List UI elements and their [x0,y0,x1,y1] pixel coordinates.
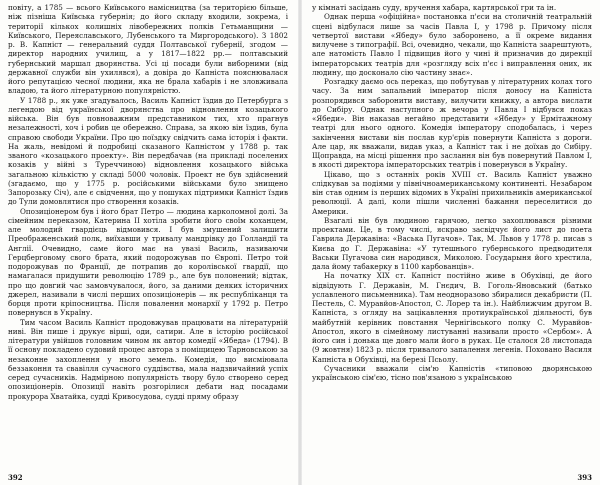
right-paragraph-7: Сучасники вважали сім'ю Капністів «типовою дворянською українською сім'єю, тісно пов'язаною з українською [312,363,592,382]
left-paragraph-4: Тим часом Василь Капніст продовжував працювати на літературній ниві. Він пише і друкує вірші, оди, сатири. Але в історію російської літератури увійшов головним чином як автор комедії «Ябеда» (1794). В її основу покладено судовий процес автора з поміщицею Тарновською за незаконне захоплення у нього земель. Комедія, що висміювала беззаконня та свавілля сучасного суддівства, мала надзвичайний успіх серед сучасників. Надмірною популярність твору було створено серед опозиціонерів. Опозиції навіть розгорілися дебати над посадами прокурора Хватайка, судді Кривосудова, судді пряму образу [8,317,288,401]
right-paragraph-2: Однак перша «офіційна» постановка п'єси на столичній театральній сцені відбулася лише за часів Павла I, у 1798 р. Причому після четвертої вистави «Ябеду» було заборонено, а її окреме видання вилучене з типографії. Всі, очевидно, чекали, що Капніста заарештують, але натомість Павло I підвищив його у чині й призначив до дирекції імператорських театрів для «розгляду всіх п'єс і виправлення оних, як людину, що досконало сію частину знає». [312,12,592,77]
left-paragraph-3: Опозиціонером був і його брат Петро — людина карколомної долі. За сімейним переказом, Катерина II хотіла зробити його своїм коханцем, але молодий гвардієць відмовився. І був змушений залишити Преображенський полк, виїхавши у тривалу мандрівку до Голландії та Англії. Очевидно, саме його має на увазі Василь, називаючи Герцберговому свого брата, який подорожував по Європі. Петро той подорожував по Франції, де потрапив до королівської гвардії, що намагалася придушити революцію 1789 р., але був полонений; відтак, про що довгий час замовчувалося, його, за даними деяких історичних джерел, називали в числі перших опозиціонерів — як республіканця та борця проти кріпосництва. Після повалення монархії у 1792 р. Петро повернувся в Україну. [8,206,288,318]
right-paragraph-3: Розгадку даємо ось переказ, що побутував у літературних колах того часу. За ним запальний імператор після доносу на Капніста розпорядився заборонити виставу, вилучити книжку, а автора вислати до Сибіру. Однак наступного ж вечора у Павла I відбувся показ «Ябеди». Він наказав негайно представити «Ябеду» у Ермітажному театрі для нього одного. Комедія імператору сподобалась, і через закінчення вистави він послав кур'єрів повернути Капніста з дороги. Але цар, як вважали, видав указ, а Капніст так і не доїхав до Сибіру. Щоправда, на місці рішення про заслання він був повернутий Павлом I, в якості директора імператорських театрів і повернувся в Україну. [312,77,592,170]
right-page-number: 393 [577,473,592,482]
right-paragraph-6: На початку XIX ст. Капніст постійно живе в Обухівці, де його відвідують Г. Державін, М. Гнєдич, В. Гоголь-Яновський (батько уславленого письменника). Там неодноразово збиралися декабристи (П. Пестель, С. Муравйов-Апостол, С. Лорер та ін.). Найближчим другом В. Капніста, з огляду на зацікавлення протиукраїнської діяльності, був майбутній керівник повстання Чернігівського полку С. Муравйов-Апостол, якого в сімейному листуванні називали просто «Сербом». А його син і донька ще довго мали його в руках. Це сталося 28 листопада (9 жовтня) 1823 р. після тривалого запалення легенів. Поховано Василя Капніста в Обухівці, на березі Псьолу. [312,271,592,364]
right-page [300,0,600,485]
left-page-number: 392 [8,473,23,482]
right-paragraph-1: у кімнаті засідань суду, вручення хабара, картярської гри та ін. [312,3,557,12]
right-paragraph-5: Взагалі він був людиною гарячою, легко захоплювався різними проектами. Це, в тому числі, яскраво засвідчує його лист до поета Гаврила Державіна: «Васька Пугачов». Так, М. Львов у 1778 р. писав з Києва до Г. Державіна: «У тутешнього губернського предводителя Васьки Пугачова син народився, Миколою. Государыня його хрестила, дала йому табакерку в 1100 карбованців». [312,215,592,271]
right-paragraph-4: Цікаво, що з останніх років XVIII ст. Василь Капніст уважно слідкував за подіями у північноамериканському континенті. Незабаром він став одним із перших відомих в Україні прихильників американської революції. А далі, коли пішли численні бажання переселитися до Америки. [312,169,592,216]
left-paragraph-2: У 1788 р., як уже згадувалось, Василь Капніст їздив до Петербурга з легендою від української дворянства про відновлення козацького війська. Він був повноважним представником тих, хто прагнув незалежності, хоч і робив це обережно. Справа, за якою він їздив, була справою свободи України. Про цю поїздку свідчить сама історія і факти. На жаль, невідомі й подробиці сказаного Капністом у 1788 р. так званого «козацького проекту». Він передбачав (на прикладі поселених козаків у війні з Туреччиною) відновлення козацького війська загальною кількістю у складі 5000 чоловік. Проект не був здійснений (згадаємо, що у 1775 р. російськими військами було знищено Запорозьку Січ), але є свідчення, що у пошуках підтримки Капніст їздив до Тули домовлятися про створення козаків. [8,95,288,207]
left-paragraph-1: повіту, а 1785 — всього Київського намісництва (за територією більше, ніж пізніша Київська губернія; до його складу входили, зокрема, і території кількох колишніх лівобережних полків Гетьманщини — Київського, Переяславського, Лубенського та Миргородського). З 1802 р. В. Капніст — генеральний суддя Полтавської губернії, згодом — директор народних училищ, а у 1817—1822 рр.— полтавський губернський маршал дворянства. Усі ці посади були виборними (від державної служби він ухилявся), а довіра до Капніста пояснювалася його репутацією чесної людини, яка не брала хабарів і не зловживала владою, та його літературною популярністю. [8,3,288,96]
